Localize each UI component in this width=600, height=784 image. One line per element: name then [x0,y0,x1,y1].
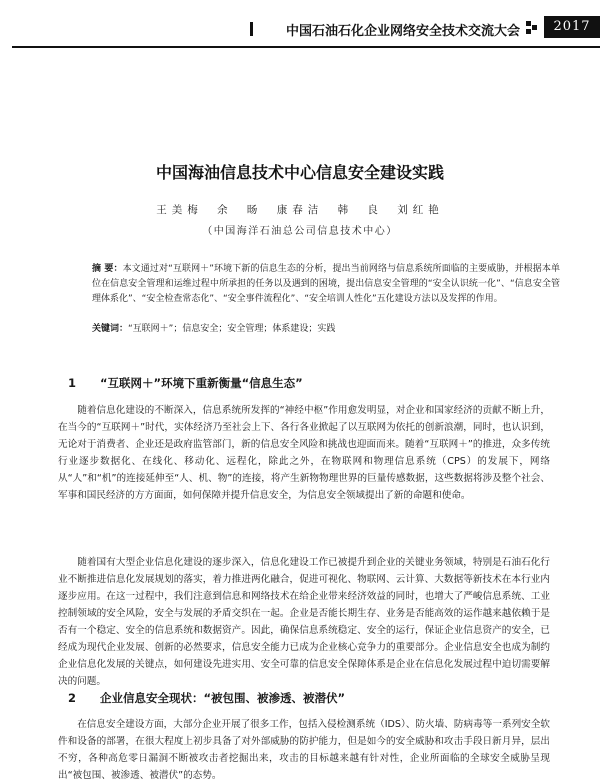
page-header [0,12,600,46]
section-heading-1 [68,375,303,391]
section-title: 企业信息安全现状：“被包围、被渗透、被潜伏” [100,691,346,705]
abstract-text: 本文通过对“互联网＋”环境下新的信息生态的分析，提出当前网络与信息系统所面临的主要威胁，并根据本单位在信息安全管理和运维过程中所承担的任务以及遇到的困境，提出信息安全管理的“安全认识统一化”、“信息安全管理体系化”、“安全检查常态化”、“安全事件流程化”、“安全培训人性化”五化建设方法以及发挥的作用。 [92,264,560,304]
conference-logo-icon [526,21,538,35]
conference-title: 中国石油石化企业网络安全技术交流大会 [285,24,520,39]
keywords-text: “互联网＋”；信息安全；安全管理；体系建设；实践 [128,324,336,334]
body-paragraph: 随着信息化建设的不断深入，信息系统所发挥的“神经中枢”作用愈发明显，对企业和国家经济的贡献不断上升，在当今的“互联网＋”时代，实体经济乃至社会上下、各行各业掀起了以互联网为依托的创新浪潮，同时，也认识到，无论对于消费者、企业还是政府监管部门，新的信息安全风险和挑战也迎面而来。随着“互联网＋”的推进，众多传统行业逐步数据化、在线化、移动化、远程化，除此之外，在物联网和物理信息系统（CPS）的发展下，网络从“人”和“机”的连接延伸至“人、机、物”的连接，将产生新物物理世界的巨量传感数据，这些数据将涉及整个社会、军事和国民经济的方方面面，如何保障并提升信息安全，为信息安全领域提出了新的命题和使命。 [58,405,550,501]
section-number: 2 [68,691,77,705]
section-title: “互联网＋”环境下重新衡量“信息生态” [100,376,303,390]
body-paragraph: 在信息安全建设方面，大部分企业开展了很多工作，包括入侵检测系统（IDS）、防火墙、防病毒等一系列安全软件和设备的部署，在很大程度上初步具备了对外部威胁的防护能力，但是如今的安全威胁和攻击手段日新月异，层出不穷，各种高危零日漏洞不断被攻击者挖掘出来，攻击的目标越来越有针对性，企业所面临的全球安全威胁呈现出“被包围、被渗透、被潜伏”的态势。 [58,719,550,781]
section-number: 1 [68,376,77,390]
paper-title: 中国海油信息技术中心信息安全建设实践 [155,163,444,182]
paper-authors: 王美梅 余 旸 康春洁 韩 良 刘红艳 [156,204,444,216]
paper-affiliation: （中国海洋石油总公司信息技术中心） [202,226,398,237]
header-rule [12,46,600,48]
body-paragraph: 随着国有大型企业信息化建设的逐步深入，信息化建设工作已被提升到企业的关键业务领域，特别是石油石化行业不断推进信息化发展规划的落实，着力推进两化融合，促进可视化、物联网、云计算、大数据等新技术在本行业内逐步应用。在这一过程中，我们注意到信息和网络技术在给企业带来经济效益的同时，也增大了严峻信息系统、工业控制领域的安全风险，安全与发展的矛盾交织在一起。企业是否能长期生存、业务是否能高效的运作越来越依赖于是否有一个稳定、安全的信息系统和数据资产。因此，确保信息系统稳定、安全的运行，保证企业信息资产的安全，已经成为现代企业发展、创新的必然要求，信息安全能力已成为企业核心竞争力的重要部分。企业信息安全也成为制约企业信息化发展的关键点，如何建设先进实用、安全可靠的信息安全保障体系是企业在信息化发展过程中迫切需要解决的问题。 [58,557,550,687]
abstract [92,262,560,307]
header-accent-bar [250,22,253,36]
section-heading-2 [68,690,345,706]
conference-year: 2017 [544,16,600,38]
keywords-label: 关键词： [92,324,129,334]
keywords [92,322,560,337]
abstract-label: 摘 要： [92,264,123,274]
